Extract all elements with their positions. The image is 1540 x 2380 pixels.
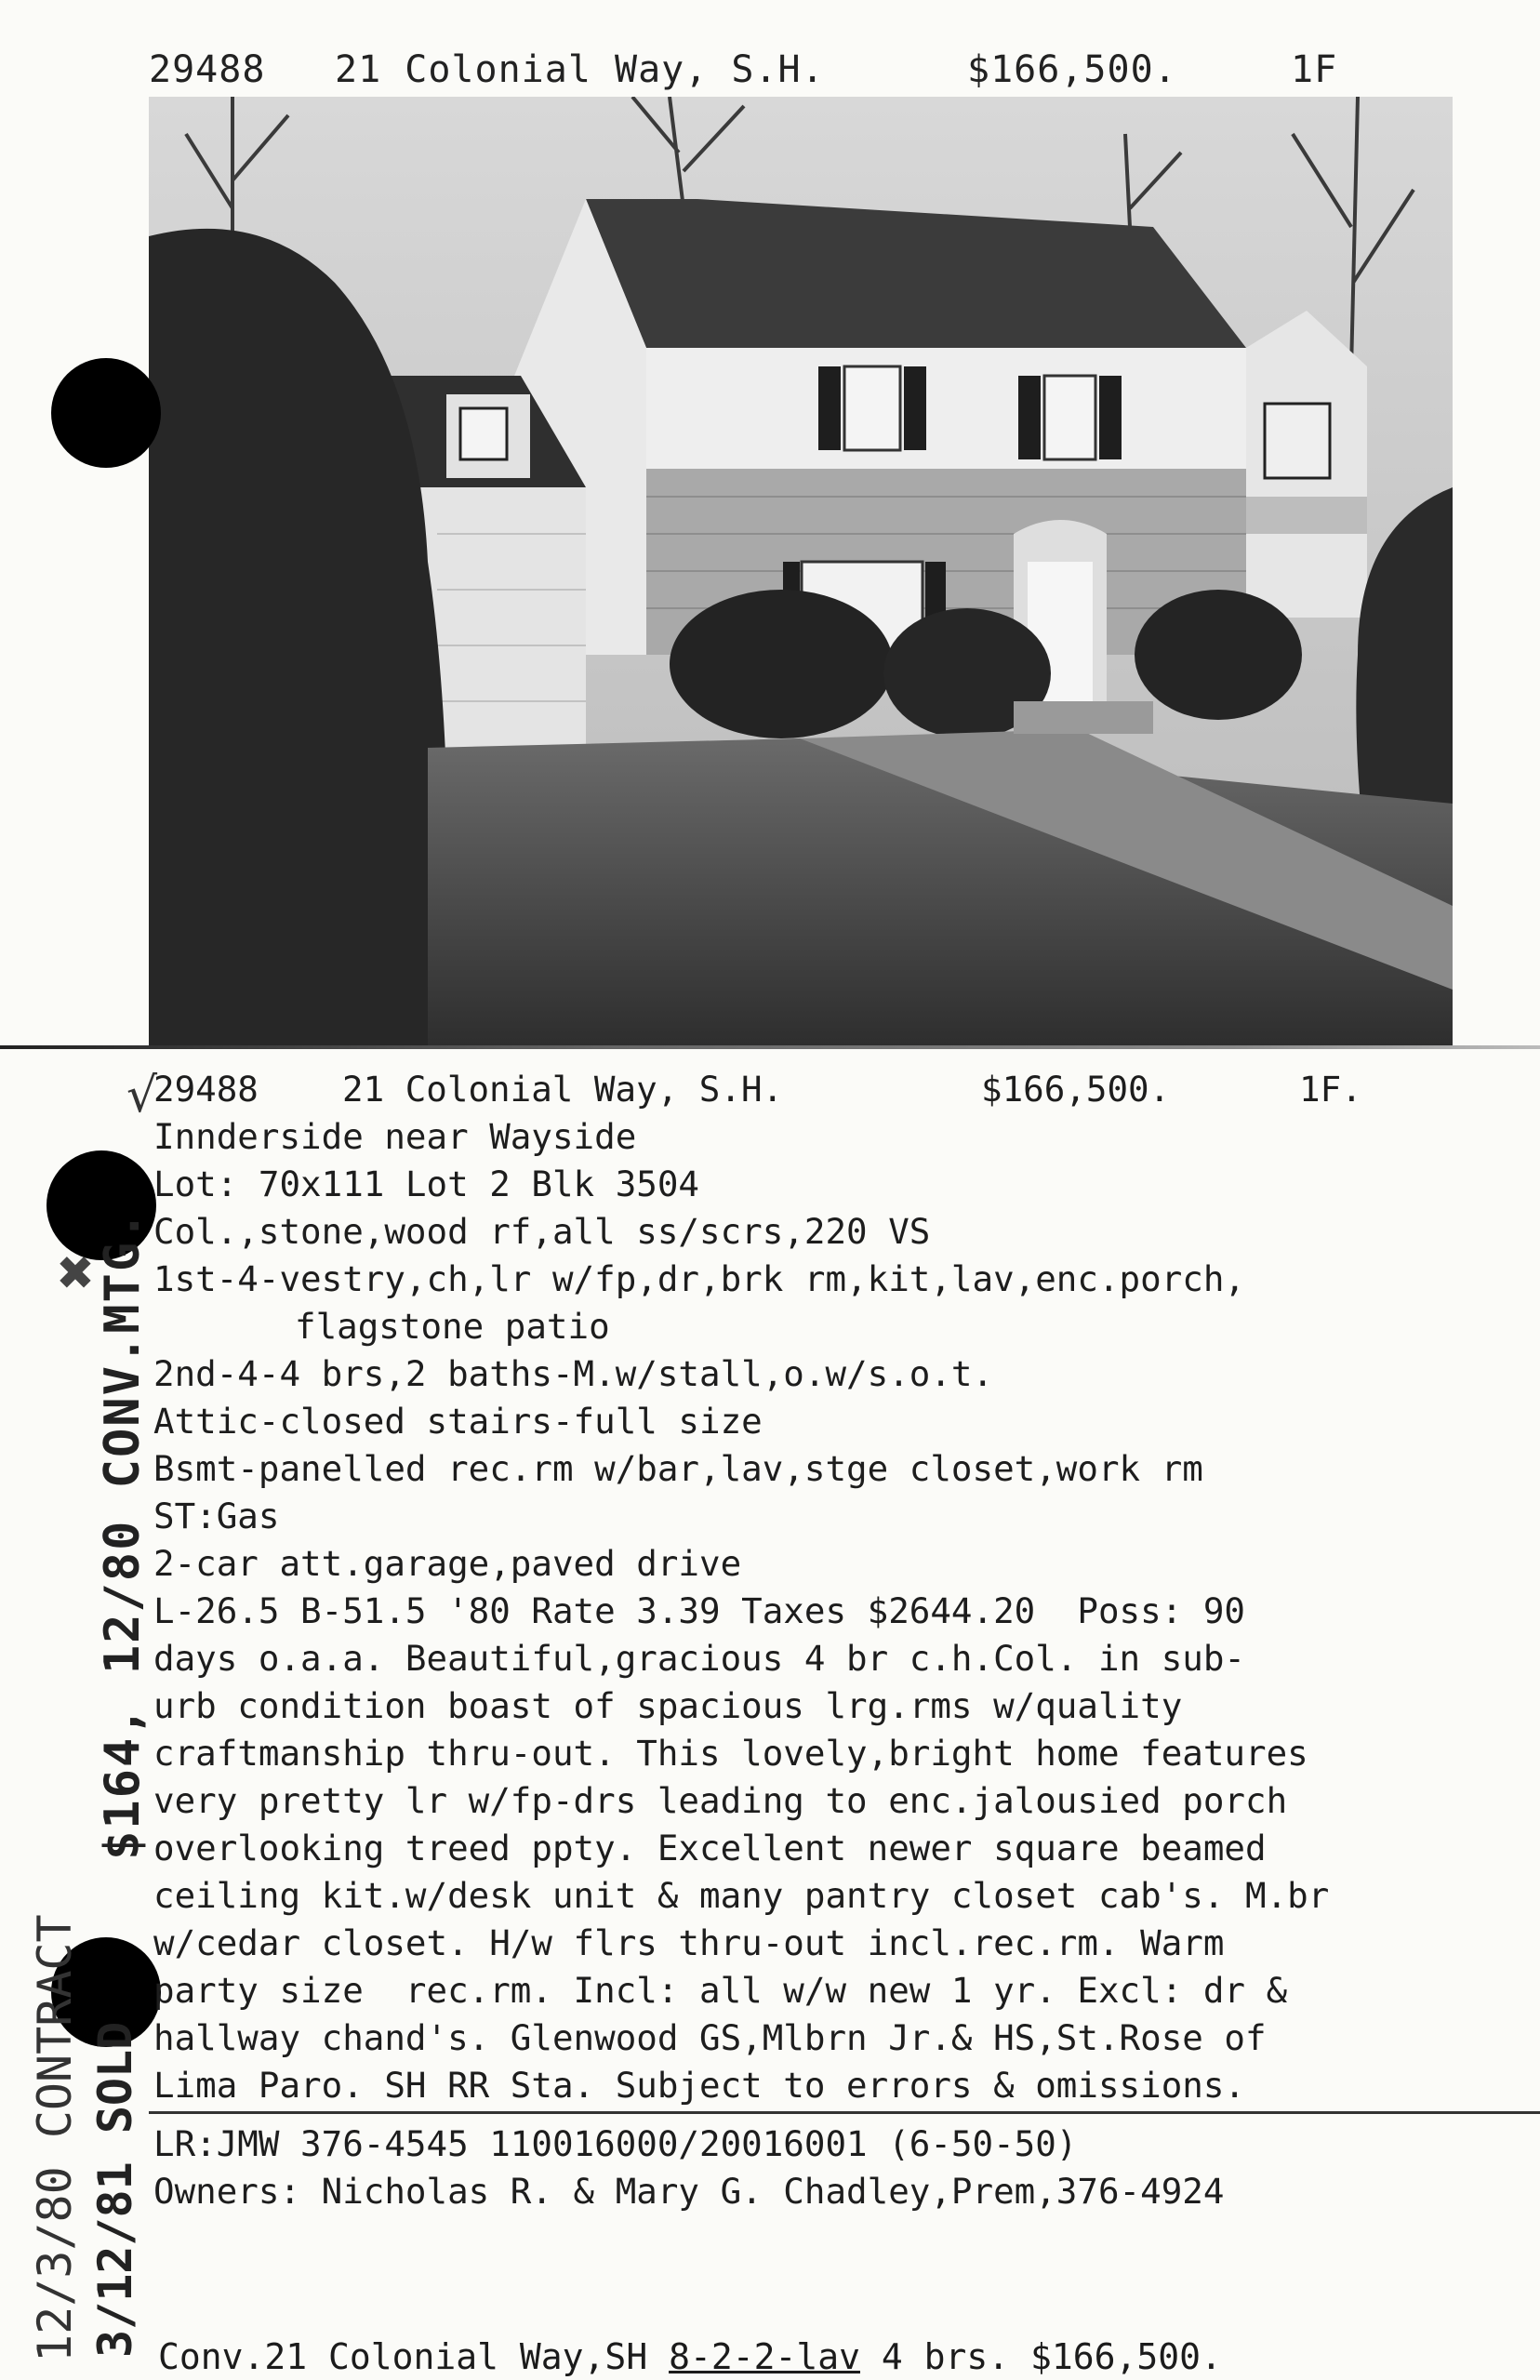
listing-body [153, 1066, 1493, 2215]
listing-line: Bsmt-panelled rec.rm w/bar,lav,stge closet,work rm [153, 1448, 1203, 1489]
listing-line: Col.,stone,wood rf,all ss/scrs,220 VS [153, 1211, 931, 1252]
header-mls-number: 29488 [149, 48, 266, 91]
listing-line: craftmanship thru-out. This lovely,bright home features [153, 1733, 1308, 1774]
listing-line: w/cedar closet. H/w flrs thru-out incl.rec.rm. Warm [153, 1922, 1225, 1963]
header-code: 1F [1291, 48, 1338, 91]
listing-line: L-26.5 B-51.5 '80 Rate 3.39 Taxes $2644.20 Poss: 90 [153, 1590, 1245, 1631]
footer-prefix: Conv.21 Colonial Way,SH [158, 2336, 670, 2377]
listing-header-line [153, 1066, 1493, 1113]
header-price: $166,500. [967, 48, 1177, 91]
listing-line: party size rec.rm. Incl: all w/w new 1 yr. Excl: dr & [153, 1970, 1288, 2011]
footer-line [158, 2336, 1222, 2377]
listing-line: urb condition boast of spacious lrg.rms w/quality [153, 1685, 1183, 1726]
listing-mls-number: 29488 [153, 1069, 259, 1110]
listing-price: $166,500. [981, 1069, 1171, 1110]
listing-line: 1st-4-vestry,ch,lr w/fp,dr,brk rm,kit,lav,enc.porch, [153, 1258, 1245, 1299]
listing-address: 21 Colonial Way, S.H. [342, 1069, 784, 1110]
listing-contact-line: Owners: Nicholas R. & Mary G. Chadley,Prem,376-4924 [153, 2171, 1225, 2212]
listing-line: very pretty lr w/fp-drs leading to enc.jalousied porch [153, 1780, 1288, 1821]
check-mark: √ [126, 1068, 158, 1124]
sold-stamp: 3/12/81 SOLD [88, 2021, 142, 2358]
listing-line: overlooking treed ppty. Excellent newer square beamed [153, 1828, 1267, 1868]
listing-line: flagstone patio [295, 1306, 610, 1347]
conv-mtg-stamp: $164, 12/80 CONV.MTG. [95, 1209, 151, 1860]
footer-suffix: 4 brs. $166,500. [859, 2336, 1222, 2377]
punch-hole-top [51, 358, 161, 468]
listing-line: Innderside near Wayside [153, 1116, 637, 1157]
contract-stamp: 12/3/80 CONTRACT [28, 1914, 82, 2362]
listing-line: 2nd-4-4 brs,2 baths-M.w/stall,o.w/s.o.t. [153, 1353, 994, 1394]
divider-rule [149, 2111, 1540, 2114]
listing-line: Lima Paro. SH RR Sta. Subject to errors & omissions. [153, 2065, 1245, 2106]
listing-line: Attic-closed stairs-full size [153, 1401, 763, 1442]
top-header [149, 48, 1432, 104]
star-mark: ✖ [56, 1246, 95, 1300]
listing-contact-line: LR:JMW 376-4545 110016000/20016001 (6-50-50) [153, 2123, 1078, 2164]
listing-line: ST:Gas [153, 1496, 280, 1536]
listing-line: hallway chand's. Glenwood GS,Mlbrn Jr.& HS,St.Rose of [153, 2017, 1267, 2058]
listing-line: 2-car att.garage,paved drive [153, 1543, 742, 1584]
house-photo [149, 97, 1453, 1045]
listing-code: 1F. [1299, 1069, 1362, 1110]
listing-line: ceiling kit.w/desk unit & many pantry closet cab's. M.br [153, 1875, 1330, 1916]
header-address: 21 Colonial Way, S.H. [335, 48, 825, 91]
listing-line: Lot: 70x111 Lot 2 Blk 3504 [153, 1163, 699, 1204]
fold-line [0, 1045, 1540, 1049]
listing-line: days o.a.a. Beautiful,gracious 4 br c.h.Col. in sub- [153, 1638, 1245, 1679]
footer-room-count: 8-2-2-lav [669, 2336, 860, 2377]
